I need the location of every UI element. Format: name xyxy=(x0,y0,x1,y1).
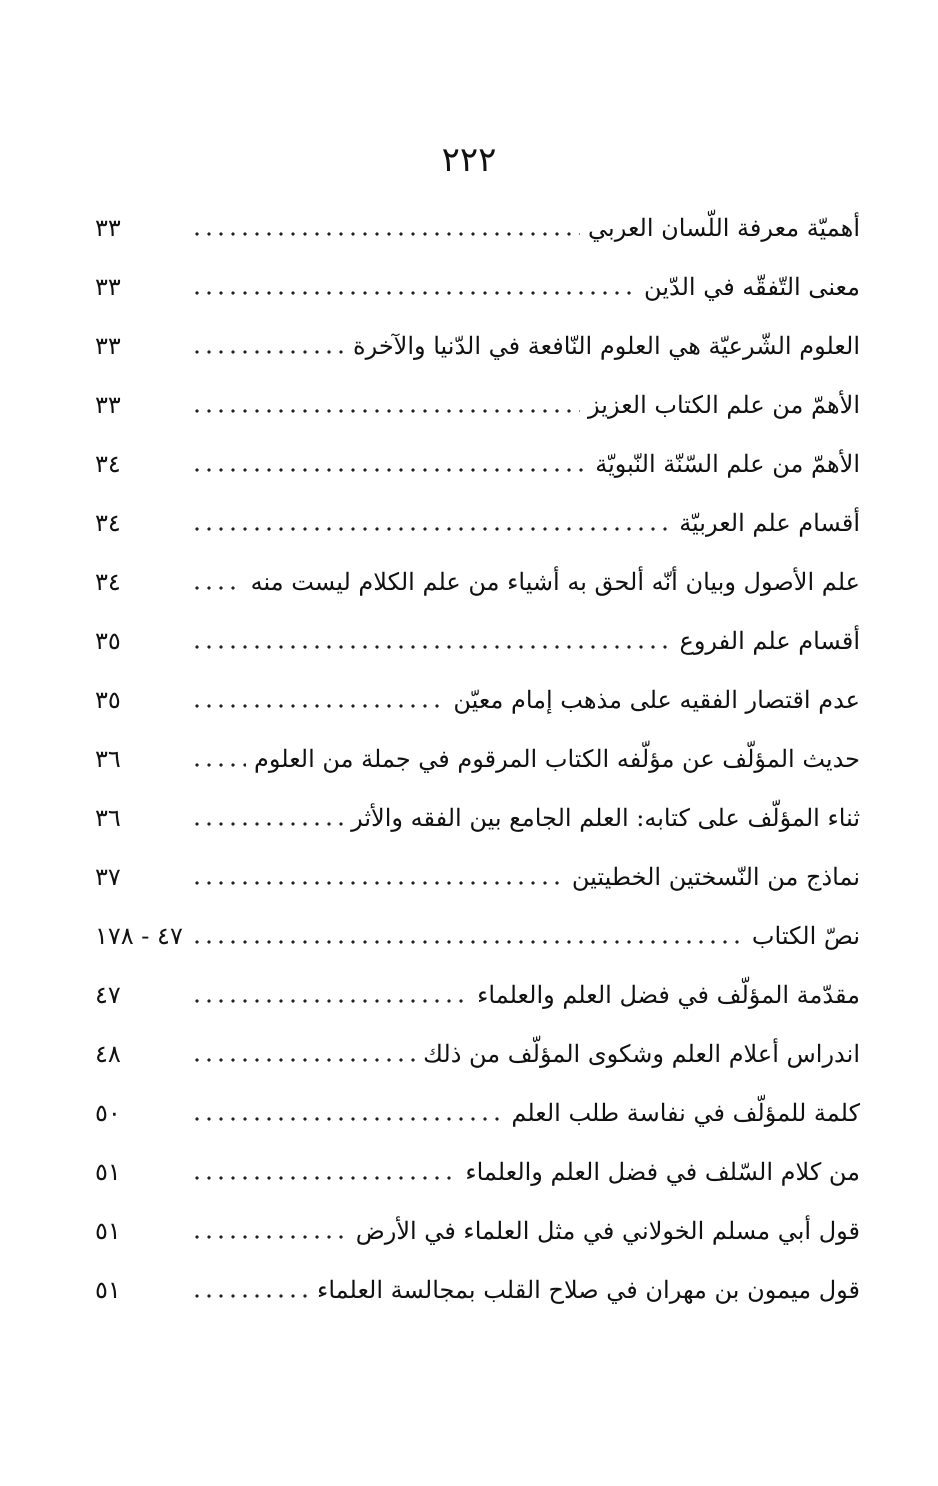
toc-entry xyxy=(95,1083,860,1142)
toc-entry-page: ٣٤ xyxy=(95,567,121,596)
toc-entry xyxy=(95,375,860,434)
dot-leader xyxy=(191,998,469,1004)
toc-entry-title: عدم اقتصار الفقيه على مذهب إمام معيّن xyxy=(453,685,860,714)
dot-leader xyxy=(191,703,445,709)
toc-entry-title: أقسام علم العربيّة xyxy=(679,508,860,537)
dot-leader xyxy=(191,467,587,473)
toc-entry-title: الأهمّ من علم السّنّة النّبويّة xyxy=(595,449,860,478)
toc-entry-page: ٣٣ xyxy=(95,213,121,242)
toc-entry-title: العلوم الشّرعيّة هي العلوم النّافعة في الدّنيا والآخرة xyxy=(353,331,860,360)
toc-entry-title: الأهمّ من علم الكتاب العزيز xyxy=(588,390,860,419)
toc-entry xyxy=(95,316,860,375)
dot-leader xyxy=(191,408,580,414)
toc-entry-page: ٥١ xyxy=(95,1216,121,1245)
toc-entry-page: ٤٨ xyxy=(95,1039,121,1068)
toc-entry xyxy=(95,552,860,611)
dot-leader xyxy=(191,290,636,296)
toc-entry-page: ٣٤ xyxy=(95,449,121,478)
toc-entry xyxy=(95,670,860,729)
dot-leader xyxy=(191,880,564,886)
dot-leader xyxy=(191,526,671,532)
toc-entry-title: قول ميمون بن مهران في صلاح القلب بمجالسة العلماء xyxy=(317,1275,860,1304)
toc-entry xyxy=(95,965,860,1024)
toc-entry xyxy=(95,906,860,965)
toc-entry xyxy=(95,198,860,257)
toc-entry xyxy=(95,788,860,847)
toc-entry-title: نماذج من النّسختين الخطيتين xyxy=(571,862,860,891)
toc-entry-title: اندراس أعلام العلم وشكوى المؤلّف من ذلك xyxy=(423,1039,860,1068)
dot-leader xyxy=(191,762,246,768)
dot-leader xyxy=(191,585,243,591)
toc-entry-page: ٥٠ xyxy=(95,1098,121,1127)
toc-entry-page: ٣٥ xyxy=(95,685,121,714)
toc-entry xyxy=(95,611,860,670)
toc-entry-title: حديث المؤلّف عن مؤلّفه الكتاب المرقوم في جملة من العلوم xyxy=(253,744,860,773)
dot-leader xyxy=(191,1234,348,1240)
toc-entry-title: مقدّمة المؤلّف في فضل العلم والعلماء xyxy=(477,980,860,1009)
toc-entry-page: ٤٧ xyxy=(95,980,121,1009)
dot-leader xyxy=(191,939,744,945)
dot-leader xyxy=(191,821,343,827)
dot-leader xyxy=(191,1057,415,1063)
toc-entry-title: معنى التّفقّه في الدّين xyxy=(644,272,860,301)
toc-entry-page: ٣٤ xyxy=(95,508,121,537)
toc-entry xyxy=(95,847,860,906)
toc-entry-page: ٣٦ xyxy=(95,744,121,773)
dot-leader xyxy=(191,644,672,650)
toc-entry-title: علم الأصول وبيان أنّه ألحق به أشياء من علم الكلام ليست منه xyxy=(250,567,860,596)
toc-entry xyxy=(95,729,860,788)
toc-entry xyxy=(95,257,860,316)
toc-entry-title: ثناء المؤلّف على كتابه: العلم الجامع بين الفقه والأثر xyxy=(351,803,860,832)
toc-entry-page: ٥١ xyxy=(95,1275,121,1304)
toc-entry-title: كلمة للمؤلّف في نفاسة طلب العلم xyxy=(511,1098,860,1127)
toc-entry-title: من كلام السّلف في فضل العلم والعلماء xyxy=(465,1157,860,1186)
toc-entry xyxy=(95,434,860,493)
toc-entry xyxy=(95,1142,860,1201)
toc-entry-title: أهميّة معرفة اللّسان العربي xyxy=(588,213,860,242)
toc-entry xyxy=(95,1024,860,1083)
toc-entry-page: ٣٥ xyxy=(95,626,121,655)
toc-entry-page: ٣٣ xyxy=(95,331,121,360)
toc-entry-page: ٤٧ - ١٧٨ xyxy=(95,921,183,950)
table-of-contents xyxy=(95,198,860,1319)
toc-entry-title: أقسام علم الفروع xyxy=(679,626,860,655)
dot-leader xyxy=(191,1116,503,1122)
page-number: ٢٢٢ xyxy=(441,140,497,180)
toc-entry-title: قول أبي مسلم الخولاني في مثل العلماء في الأرض xyxy=(355,1216,860,1245)
toc-entry xyxy=(95,1260,860,1319)
toc-entry-page: ٣٣ xyxy=(95,390,121,419)
toc-entry-title: نصّ الكتاب xyxy=(751,921,860,950)
toc-entry-page: ٣٣ xyxy=(95,272,121,301)
dot-leader xyxy=(191,1293,309,1299)
toc-entry xyxy=(95,1201,860,1260)
toc-entry xyxy=(95,493,860,552)
dot-leader xyxy=(191,1175,457,1181)
dot-leader xyxy=(191,349,345,355)
toc-entry-page: ٣٦ xyxy=(95,803,121,832)
dot-leader xyxy=(191,231,580,237)
toc-entry-page: ٣٧ xyxy=(95,862,121,891)
toc-entry-page: ٥١ xyxy=(95,1157,121,1186)
